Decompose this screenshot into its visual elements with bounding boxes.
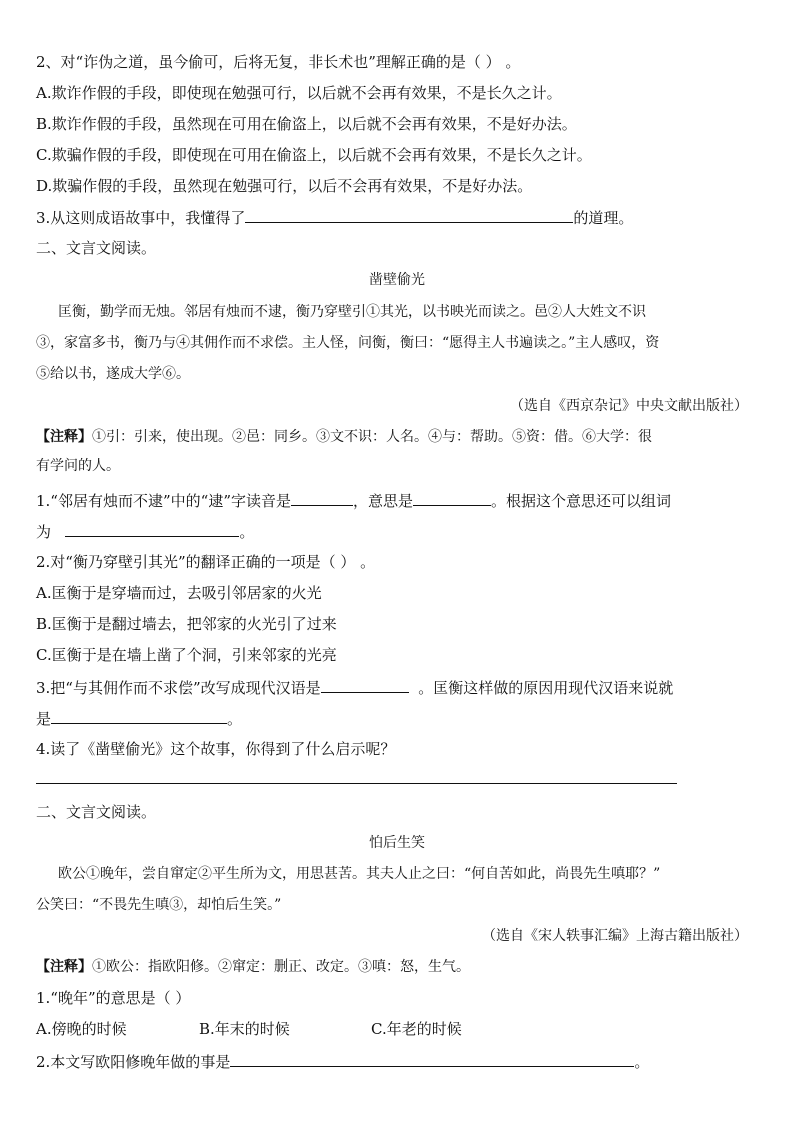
question-text: 3.把“与其佣作而不求偿”改写成现代汉语是: [36, 679, 321, 697]
option-c: C.年老的时候: [371, 1020, 462, 1038]
options-row: [36, 1019, 462, 1039]
question-text: 1.“邻居有烛而不逮”中的“逮”字读音是: [36, 492, 291, 510]
passage-source: （选自《宋人轶事汇编》上海古籍出版社）: [482, 928, 748, 944]
question-3: [36, 677, 673, 698]
passage-line: 匡衡，勤学而无烛。邻居有烛而不逮，衡乃穿壁引①其光，以书映光而读之。邑②人大姓文不识: [58, 304, 646, 320]
question-text: 。: [227, 710, 243, 728]
answer-line[interactable]: [36, 783, 677, 784]
question-text: 。: [239, 523, 255, 541]
answer-blank[interactable]: [65, 521, 239, 537]
question-3: [36, 207, 633, 228]
passage-line: 欧公①晚年，尝自窜定②平生所为文，用思甚苦。其夫人止之曰：“何自苦如此，尚畏先生嗔耶？”: [58, 866, 661, 882]
question-text: 是: [36, 710, 52, 728]
notes: [36, 957, 470, 977]
option-b: B.年末的时候: [199, 1020, 290, 1038]
passage-title: 凿壁偷光: [369, 272, 425, 288]
answer-blank[interactable]: [413, 490, 491, 506]
question-2: [36, 1051, 649, 1072]
question-text: 2.本文写欧阳修晚年做的事是: [36, 1053, 231, 1071]
notes-text: ①欧公：指欧阳修。②窜定：删正、改定。③嗔：怒，生气。: [92, 959, 470, 975]
question-1-cont: [36, 521, 254, 542]
question-text: ，意思是: [353, 492, 414, 510]
notes-label: 【注释】: [36, 959, 92, 975]
question-1: [36, 490, 671, 511]
answer-blank[interactable]: [245, 207, 573, 223]
option-b: B.欺诈作假的手段，虽然现在可用在偷盗上，以后就不会再有效果，不是好办法。: [36, 115, 577, 133]
passage-line: ⑤给以书，遂成大学⑥。: [36, 366, 190, 382]
notes: [36, 427, 652, 447]
option-b: B.匡衡于是翻过墙去，把邻家的火光引了过来: [36, 615, 337, 633]
question-text: 。匡衡这样做的原因用现代汉语来说就: [418, 679, 674, 697]
question-2-stem: 2、对“诈伪之道，虽今偷可，后将无复，非长术也”理解正确的是（ ） 。: [36, 53, 521, 71]
question-3-suffix: 的道理。: [573, 209, 634, 227]
answer-blank[interactable]: [51, 708, 227, 724]
notes-text: 有学问的人。: [36, 458, 120, 474]
question-1: 1.“晚年”的意思是（ ）: [36, 989, 191, 1007]
option-a: A.傍晚的时候: [36, 1020, 127, 1038]
answer-blank[interactable]: [230, 1051, 634, 1067]
option-c: C.匡衡于是在墙上凿了个洞，引来邻家的光亮: [36, 646, 337, 664]
question-text: 。根据这个意思还可以组词: [491, 492, 672, 510]
passage-line: 公笑曰：“不畏先生嗔③，却怕后生笑。”: [36, 897, 282, 913]
question-text: 。: [634, 1053, 650, 1071]
question-3-cont: [36, 708, 242, 729]
option-a: A.匡衡于是穿墙而过，去吸引邻居家的火光: [36, 584, 322, 602]
passage-source: （选自《西京杂记》中央文献出版社）: [510, 398, 748, 414]
question-3-prefix: 3.从这则成语故事中，我懂得了: [36, 209, 246, 227]
passage-line: ③，家富多书，衡乃与④其佣作而不求偿。主人怪，问衡，衡曰：“愿得主人书遍读之。”主人感叹，资: [36, 335, 660, 351]
notes-label: 【注释】: [36, 429, 92, 445]
question-2: 2.对“衡乃穿壁引其光”的翻译正确的一项是（ ） 。: [36, 553, 376, 571]
passage-title: 怕后生笑: [369, 835, 425, 851]
question-text: 为: [36, 523, 52, 541]
notes-text: ①引：引来，使出现。②邑：同乡。③文不识：人名。④与：帮助。⑤资：借。⑥大学：很: [92, 429, 652, 445]
option-d: D.欺骗作假的手段，虽然现在勉强可行，以后不会再有效果，不是好办法。: [36, 177, 533, 195]
option-a: A.欺诈作假的手段，即使现在勉强可行，以后就不会再有效果，不是长久之计。: [36, 84, 562, 102]
question-4: 4.读了《凿壁偷光》这个故事，你得到了什么启示呢？: [36, 740, 396, 758]
section-heading: 二、文言文阅读。: [36, 803, 157, 821]
option-c: C.欺骗作假的手段，即使现在可用在偷盗上，以后就不会再有效果，不是长久之计。: [36, 146, 592, 164]
answer-blank[interactable]: [291, 490, 353, 506]
answer-blank[interactable]: [321, 677, 409, 693]
section-heading: 二、文言文阅读。: [36, 239, 157, 257]
